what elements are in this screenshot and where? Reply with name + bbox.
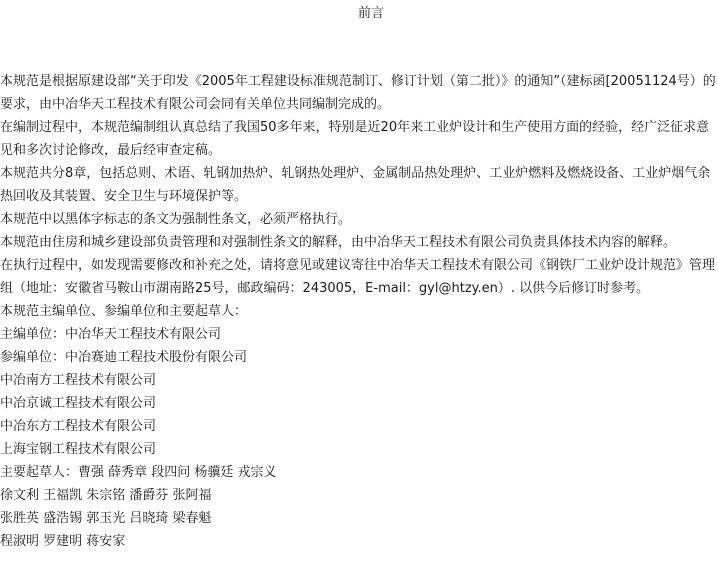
participating-unit: 中冶东方工程技术有限公司	[0, 419, 157, 434]
paragraph-feedback: 在执行过程中，如发现需要修改和补充之处，请将意见或建议寄往中冶华天工程技术有限公司《钢铁厂工业炉设计规范》管理组（地址：安徽省马鞍山市湖南路25号，邮政编码：243005，E-mail：gyl@htzy.en）. 以供今后修订时参考。	[0, 258, 716, 296]
document-body	[0, 70, 716, 553]
participating-unit: 上海宝钢工程技术有限公司	[0, 442, 157, 457]
participating-unit: 参编单位：中冶赛迪工程技术股份有限公司	[0, 350, 248, 365]
drafters-line: 徐文利 王福凯 朱宗铭 潘爵芬 张阿福	[0, 488, 212, 503]
drafters-line: 主要起草人：曹强 薛秀章 段四问 杨骥廷 戎宗义	[0, 465, 277, 480]
drafters-line: 程淑明 罗建明 蒋安家	[0, 534, 126, 549]
page-title: 前言	[357, 6, 384, 21]
paragraph-chapters: 本规范共分8章，包括总则、术语、轧钢加热炉、轧钢热处理炉、金属制品热处理炉、工业炉燃料及燃烧设备、工业炉烟气余热回收及其装置、安全卫生与环境保护等。	[0, 166, 711, 204]
paragraph-mandatory: 本规范中以黑体字标志的条文为强制性条文，必须严格执行。	[0, 212, 352, 227]
participating-unit: 中冶京诚工程技术有限公司	[0, 396, 157, 411]
participating-unit: 中冶南方工程技术有限公司	[0, 373, 157, 388]
chief-editor-unit: 主编单位：中冶华天工程技术有限公司	[0, 327, 222, 342]
paragraph-process: 在编制过程中，本规范编制组认真总结了我国50多年来，特别是近20年来工业炉设计和生产使用方面的经验，经广泛征求意见和多次讨论修改，最后经审查定稿。	[0, 120, 710, 158]
paragraph-management: 本规范由住房和城乡建设部负责管理和对强制性条文的解释，由中冶华天工程技术有限公司负责具体技术内容的解释。	[0, 235, 677, 250]
drafters-line: 张胜英 盛浩锡 郭玉光 吕晓琦 梁春魁	[0, 511, 212, 526]
paragraph-basis: 本规范是根据原建设部“关于印发《2005年工程建设标准规范制订、修订计划（第二批）》的通知”（建标函[20051124号）的要求，由中冶华天工程技术有限公司会同有关单位共同编制完成的。	[0, 74, 716, 112]
paragraph-units-intro: 本规范主编单位、参编单位和主要起草人：	[0, 304, 248, 319]
